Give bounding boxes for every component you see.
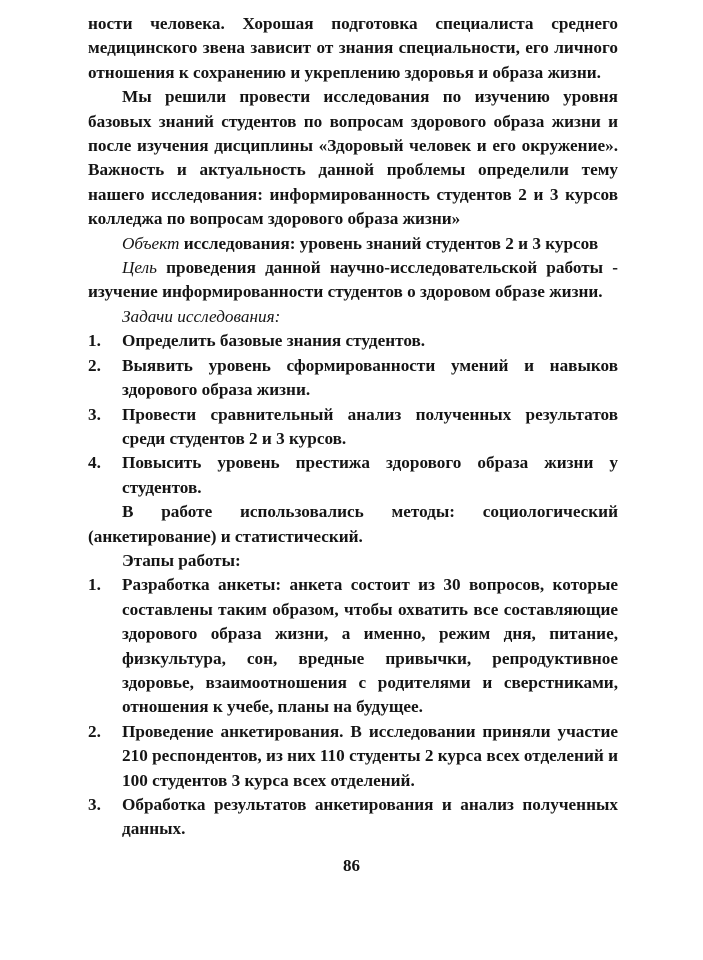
list-item-number: 4. bbox=[88, 453, 101, 473]
list-item-number: 3. bbox=[88, 795, 101, 814]
list-item-text: Повысить уровень престижа здорового образа жизни у студентов. bbox=[122, 453, 618, 497]
list-item-number: 2. bbox=[88, 355, 101, 375]
list-item-text: Проведение анкетирования. В исследовании приняли участие 210 респондентов, из них 110 студенты 2 курса всех отделений и 100 студентов 3 курса всех отделений. bbox=[122, 721, 618, 790]
list-item bbox=[88, 329, 618, 353]
paragraph-goal bbox=[88, 256, 618, 305]
tasks-heading: Задачи исследования: bbox=[122, 306, 281, 326]
list-item-text: Определить базовые знания студентов. bbox=[122, 331, 426, 351]
list-item bbox=[88, 403, 618, 452]
page-number: 86 bbox=[343, 856, 360, 875]
list-item-number: 2. bbox=[88, 721, 101, 741]
paragraph-object bbox=[88, 232, 618, 256]
object-label: Объект bbox=[122, 233, 180, 253]
object-text: исследования: уровень знаний студентов 2 и 3 курсов bbox=[179, 233, 599, 253]
list-item bbox=[88, 720, 618, 793]
list-item-text: Разработка анкеты: анкета состоит из 30 вопросов, которые составлены таким образом, чтобы охватить все составляющие здорового образа жизни, а именно, режим дня, питание, физкультура, сон, вредные привычки, репродуктивное здоровье, взаимоотношения с родителями и сверстниками, отношения к учебе, планы на будущее. bbox=[122, 575, 618, 717]
list-item bbox=[88, 451, 618, 500]
list-item-number: 1. bbox=[88, 331, 101, 351]
stages-list bbox=[88, 573, 618, 841]
list-item bbox=[88, 793, 618, 842]
tasks-list bbox=[88, 329, 618, 500]
document-page bbox=[88, 12, 618, 842]
list-item bbox=[88, 573, 618, 719]
list-item-text: Провести сравнительный анализ полученных результатов среди студентов 2 и 3 курсов. bbox=[122, 404, 618, 448]
list-item-number: 1. bbox=[88, 575, 101, 595]
goal-label: Цель bbox=[122, 258, 157, 278]
paragraph-research: Мы решили провести исследования по изучению уровня базовых знаний студентов по вопросам здорового образа жизни и после изучения дисциплины «Здоровый человек и его окружение». Важность и актуальность данной проблемы определили тему нашего исследования: информированность студентов 2 и 3 курсов колледжа по вопросам здорового образа жизни» bbox=[88, 87, 618, 229]
list-item-text: Обработка результатов анкетирования и анализ полученных данных. bbox=[122, 795, 618, 839]
list-item bbox=[88, 354, 618, 403]
paragraph-continuation: ности человека. Хорошая подготовка специалиста среднего медицинского звена зависит от знания специальности, его личного отношения к сохранению и укреплению здоровья и образа жизни. bbox=[88, 14, 618, 82]
goal-text: проведения данной научно-исследовательской работы - изучение информированности студентов о здоровом образе жизни. bbox=[88, 258, 618, 302]
paragraph-methods: В работе использовались методы: социологический (анкетирование) и статистический. bbox=[88, 502, 618, 546]
list-item-number: 3. bbox=[88, 404, 101, 424]
list-item-text: Выявить уровень сформированности умений и навыков здорового образа жизни. bbox=[122, 355, 618, 400]
stages-heading: Этапы работы: bbox=[122, 550, 241, 570]
